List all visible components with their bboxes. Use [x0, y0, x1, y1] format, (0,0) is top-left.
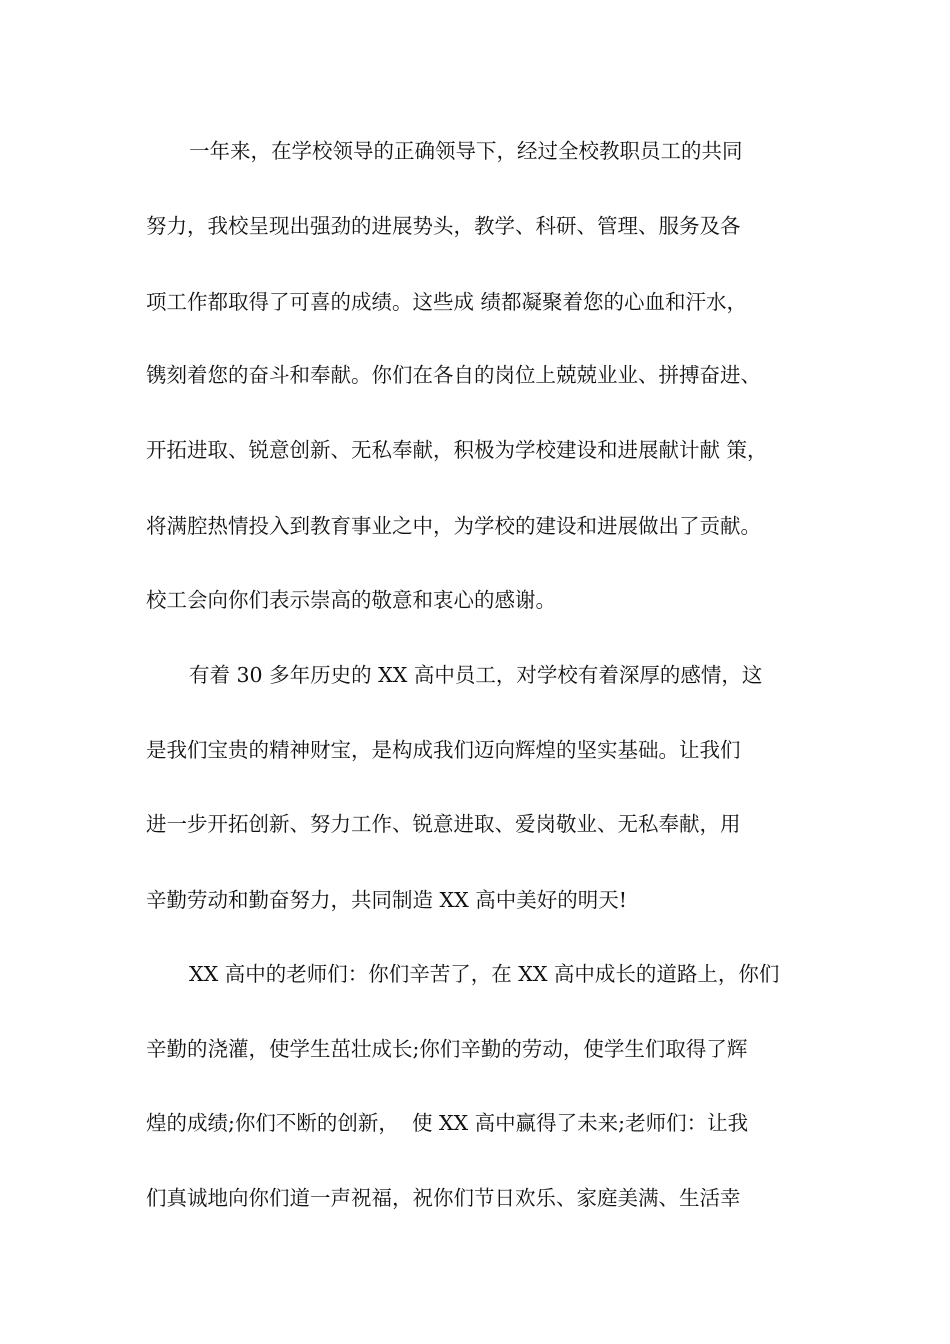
paragraph-line: 将满腔热情投入到教育事业之中，为学校的建设和进展做出了贡献。	[146, 514, 761, 538]
paragraph-line: 项工作都取得了可喜的成绩。这些成 绩都凝聚着您的心血和汗水，	[146, 290, 748, 314]
paragraph-line: 们真诚地向你们道一声祝福，祝你们节日欢乐、家庭美满、生活幸	[146, 1186, 741, 1210]
paragraph-line: 一年来，在学校领导的正确领导下，经过全校教职员工的共同	[189, 139, 743, 163]
paragraph-line: 是我们宝贵的精神财宝，是构成我们迈向辉煌的坚实基础。让我们	[146, 738, 741, 762]
paragraph-line: 校工会向你们表示崇高的敬意和衷心的感谢。	[146, 588, 556, 612]
paragraph-line: XX 高中的老师们：你们辛苦了，在 XX 高中成长的道路上，你们	[189, 962, 780, 986]
paragraph-line: 努力，我校呈现出强劲的进展势头，教学、科研、管理、服务及各	[146, 214, 741, 238]
paragraph-line: 开拓进取、锐意创新、无私奉献，积极为学校建设和进展献计献 策，	[146, 438, 768, 462]
paragraph-line: 镌刻着您的奋斗和奉献。你们在各自的岗位上兢兢业业、拼搏奋进、	[146, 363, 761, 387]
paragraph-line: 煌的成绩;你们不断的创新， 使 XX 高中赢得了未来;老师们：让我	[146, 1111, 749, 1135]
paragraph-line: 有着 30 多年历史的 XX 高中员工，对学校有着深厚的感情，这	[189, 663, 763, 687]
paragraph-line: 辛勤的浇灌，使学生茁壮成长;你们辛勤的劳动，使学生们取得了辉	[146, 1037, 748, 1061]
paragraph-line: 辛勤劳动和勤奋努力，共同制造 XX 高中美好的明天!	[146, 888, 627, 912]
paragraph-line: 进一步开拓创新、努力工作、锐意进取、爱岗敬业、无私奉献，用	[146, 812, 741, 836]
